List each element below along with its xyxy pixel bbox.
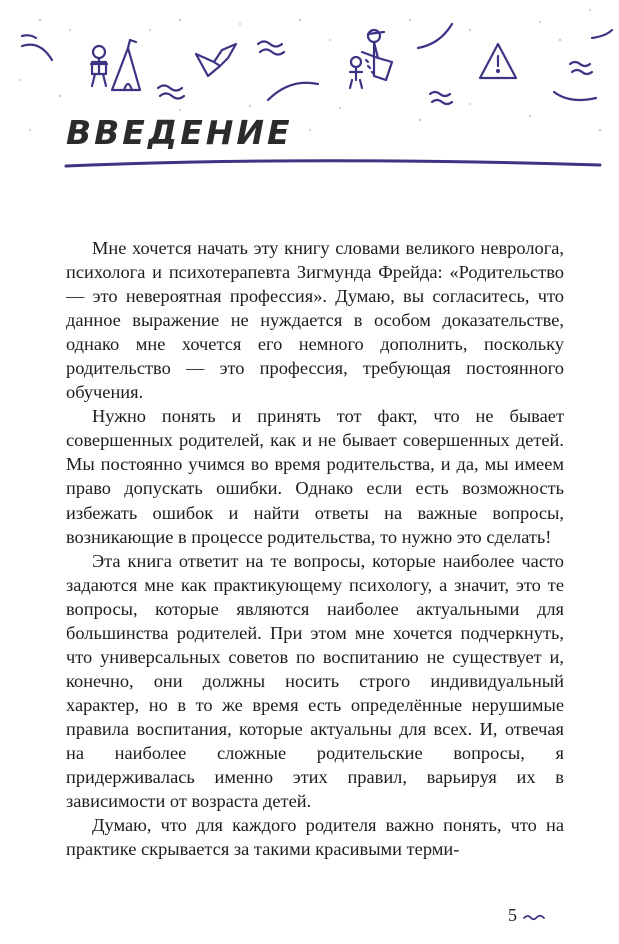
origami-bird-icon	[196, 44, 236, 76]
warning-triangle-icon	[480, 44, 516, 78]
paragraph: Нужно понять и принять тот факт, что не бывает совершенных родителей, как и не бывает совершенных детей. Мы постоянно учимся во время родительства, и да, мы имеем право допускать ошибки. Однако если есть возможность избежать ошибок и найти ответы на важные вопросы, возникающие в процессе родительства, то нужно это сделать!	[66, 406, 564, 547]
title-underline	[66, 161, 600, 166]
parent-child-icon	[350, 30, 392, 88]
body-text	[66, 236, 564, 861]
paragraph: Думаю, что для каждого родителя важно понять, что на практике скрывается за такими красивыми терми-	[66, 815, 564, 860]
header-decoration	[0, 0, 619, 200]
chapter-header	[0, 0, 619, 200]
page-number-value: 5	[508, 905, 517, 925]
child-tent-icon	[91, 40, 140, 90]
wave-icon	[258, 42, 282, 47]
page-number	[508, 905, 546, 926]
chapter-title: ВВЕДЕНИЕ	[66, 113, 293, 152]
hand-swirl-icon	[522, 912, 546, 922]
paragraph: Мне хочется начать эту книгу словами великого невролога, психолога и психотерапевта Зигмунда Фрейда: «Родительство — это невероятная профессия». Думаю, вы согласитесь, что данное выражение не нуждается в особом доказательстве, однако мне хочется его немного дополнить, поскольку родительство — это профессия, требующая постоянного обучения.	[66, 238, 564, 403]
moon-arc-icon	[22, 45, 52, 60]
paragraph: Эта книга ответит на те вопросы, которые наиболее часто задаются мне как практикующему психологу, а значит, это те вопросы, которые являются наиболее актуальными для большинства родителей. При этом мне хочется подчеркнуть, что универсальных советов по воспитанию не существует и, конечно, они должны носить строго индивидуальный характер, но в то же время есть определённые нерушимые правила воспитания, которые актуальны для всех. И, отвечая на наиболее сложные родительские вопросы, я придерживалась именно этих правил, варьируя их в зависимости от возраста детей.	[66, 550, 564, 812]
